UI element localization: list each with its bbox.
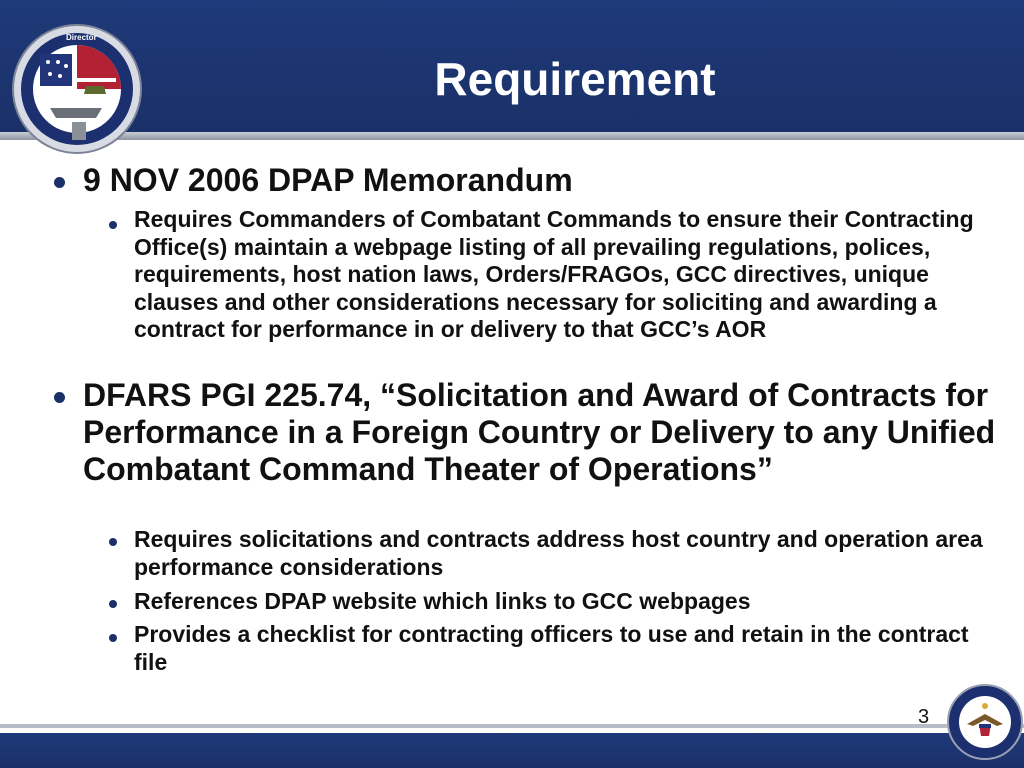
bullet-dot xyxy=(54,177,65,188)
bullet-level1: DFARS PGI 225.74, “Solicitation and Award of Contracts for Performance in a Foreign Country or Delivery to any Unified Combatant Command Theater of Operations” xyxy=(83,377,996,487)
bullet-dot xyxy=(109,538,117,546)
dpap-seal-lettering xyxy=(66,33,97,42)
bullet-dot xyxy=(109,221,117,229)
bullet-level2: Requires Commanders of Combatant Commands to ensure their Contracting Office(s) maintain a webpage listing of all prevailing regulations, polices, requirements, host nation laws, Orders/FRAGOs, GCC directives, unique clauses and other considerations necessary for soliciting and awarding a contract for performance in or delivery to that GCC’s AOR xyxy=(134,206,974,342)
dod-seal-icon xyxy=(947,684,1023,760)
bullet-dot xyxy=(109,600,117,608)
footer-bar xyxy=(0,733,1024,768)
bullet-level2: Provides a checklist for contracting officers to use and retain in the contract file xyxy=(134,621,969,675)
bullet-dot xyxy=(54,392,65,403)
footer-divider xyxy=(0,724,1024,728)
bullet-level2: References DPAP website which links to GCC webpages xyxy=(134,588,751,614)
bullet-level1: 9 NOV 2006 DPAP Memorandum xyxy=(83,162,573,198)
page-number: 3 xyxy=(918,706,930,728)
slide-title: Requirement xyxy=(434,53,716,105)
bullet-dot xyxy=(109,634,117,642)
bullet-level2: Requires solicitations and contracts address host country and operation area performance considerations xyxy=(134,526,983,580)
header-divider xyxy=(0,132,1024,140)
svg-text:Director: Director xyxy=(66,33,97,42)
